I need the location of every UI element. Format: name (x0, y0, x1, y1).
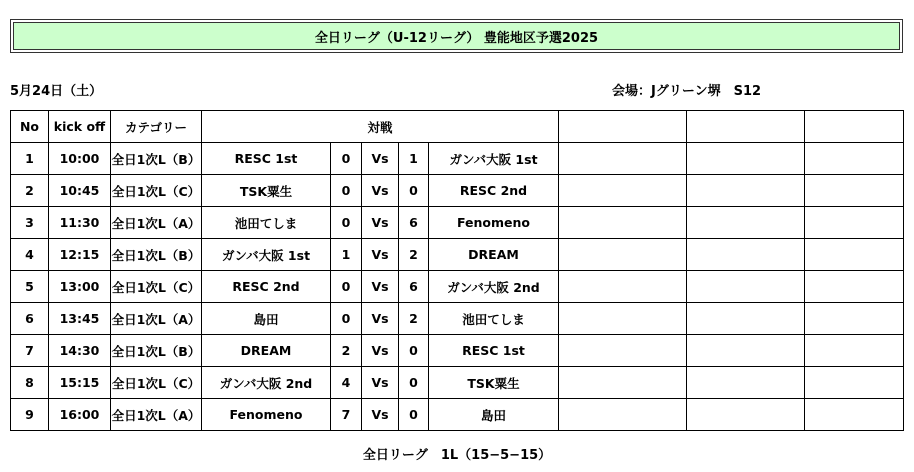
table-row (11, 207, 904, 239)
home-score: 4 (331, 367, 362, 399)
away-team: TSK粟生 (429, 367, 559, 399)
kickoff-time: 15:15 (49, 367, 111, 399)
vs-label: Vs (362, 335, 399, 367)
home-score: 0 (331, 175, 362, 207)
match-no: 8 (11, 367, 49, 399)
empty-cell-2 (687, 143, 805, 175)
away-team: RESC 1st (429, 335, 559, 367)
table-row (11, 143, 904, 175)
category: 全日1次L（C） (111, 271, 202, 303)
header-empty-2 (687, 111, 805, 143)
empty-cell-2 (687, 175, 805, 207)
kickoff-time: 14:30 (49, 335, 111, 367)
table-row (11, 271, 904, 303)
schedule-body (11, 143, 904, 431)
match-no: 1 (11, 143, 49, 175)
empty-cell-3 (805, 143, 904, 175)
home-team: ガンバ大阪 1st (202, 239, 331, 271)
match-no: 5 (11, 271, 49, 303)
table-row (11, 367, 904, 399)
empty-cell-3 (805, 367, 904, 399)
vs-label: Vs (362, 399, 399, 431)
kickoff-time: 16:00 (49, 399, 111, 431)
away-score: 0 (399, 399, 429, 431)
kickoff-time: 13:00 (49, 271, 111, 303)
away-team: RESC 2nd (429, 175, 559, 207)
header-no: No (11, 111, 49, 143)
home-team: 島田 (202, 303, 331, 335)
table-row (11, 335, 904, 367)
category: 全日1次L（A） (111, 207, 202, 239)
header-empty-1 (559, 111, 687, 143)
home-score: 0 (331, 143, 362, 175)
match-no: 6 (11, 303, 49, 335)
match-date: 5月24日（土） (10, 84, 103, 99)
home-team: DREAM (202, 335, 331, 367)
header-match: 対戦 (202, 111, 559, 143)
category: 全日1次L（B） (111, 143, 202, 175)
away-score: 6 (399, 207, 429, 239)
schedule-table (10, 110, 904, 431)
header-category: カテゴリー (111, 111, 202, 143)
category: 全日1次L（B） (111, 335, 202, 367)
home-team: RESC 1st (202, 143, 331, 175)
away-team: Fenomeno (429, 207, 559, 239)
header-kickoff: kick off (49, 111, 111, 143)
kickoff-time: 10:45 (49, 175, 111, 207)
category: 全日1次L（A） (111, 303, 202, 335)
empty-cell-1 (559, 271, 687, 303)
away-team: DREAM (429, 239, 559, 271)
table-row (11, 303, 904, 335)
match-no: 2 (11, 175, 49, 207)
empty-cell-1 (559, 367, 687, 399)
empty-cell-2 (687, 399, 805, 431)
empty-cell-3 (805, 271, 904, 303)
home-team: RESC 2nd (202, 271, 331, 303)
kickoff-time: 10:00 (49, 143, 111, 175)
vs-label: Vs (362, 175, 399, 207)
empty-cell-2 (687, 271, 805, 303)
vs-label: Vs (362, 303, 399, 335)
away-score: 2 (399, 239, 429, 271)
away-team: 池田てしま (429, 303, 559, 335)
home-team: Fenomeno (202, 399, 331, 431)
kickoff-time: 11:30 (49, 207, 111, 239)
home-score: 1 (331, 239, 362, 271)
away-team: 島田 (429, 399, 559, 431)
empty-cell-2 (687, 207, 805, 239)
match-no: 9 (11, 399, 49, 431)
away-score: 0 (399, 335, 429, 367)
empty-cell-1 (559, 143, 687, 175)
header-row (11, 111, 904, 143)
away-score: 2 (399, 303, 429, 335)
empty-cell-1 (559, 207, 687, 239)
vs-label: Vs (362, 367, 399, 399)
empty-cell-2 (687, 239, 805, 271)
away-score: 0 (399, 367, 429, 399)
table-row (11, 175, 904, 207)
empty-cell-1 (559, 239, 687, 271)
match-no: 7 (11, 335, 49, 367)
category: 全日1次L（A） (111, 399, 202, 431)
kickoff-time: 12:15 (49, 239, 111, 271)
category: 全日1次L（C） (111, 367, 202, 399)
home-score: 0 (331, 303, 362, 335)
empty-cell-3 (805, 335, 904, 367)
away-score: 0 (399, 175, 429, 207)
away-score: 6 (399, 271, 429, 303)
home-team: TSK粟生 (202, 175, 331, 207)
vs-label: Vs (362, 143, 399, 175)
home-score: 7 (331, 399, 362, 431)
match-no: 3 (11, 207, 49, 239)
empty-cell-3 (805, 303, 904, 335)
home-team: 池田てしま (202, 207, 331, 239)
away-team: ガンバ大阪 2nd (429, 271, 559, 303)
home-score: 0 (331, 271, 362, 303)
empty-cell-2 (687, 335, 805, 367)
category: 全日1次L（C） (111, 175, 202, 207)
vs-label: Vs (362, 239, 399, 271)
away-score: 1 (399, 143, 429, 175)
table-row (11, 239, 904, 271)
empty-cell-1 (559, 175, 687, 207)
kickoff-time: 13:45 (49, 303, 111, 335)
away-team: ガンバ大阪 1st (429, 143, 559, 175)
empty-cell-1 (559, 335, 687, 367)
page-title: 全日リーグ（U-12リーグ） 豊能地区予選2025 (13, 22, 900, 50)
venue-label: 会場：Jグリーン堺 S12 (612, 84, 762, 99)
header-empty-3 (805, 111, 904, 143)
empty-cell-1 (559, 399, 687, 431)
home-team: ガンバ大阪 2nd (202, 367, 331, 399)
vs-label: Vs (362, 271, 399, 303)
league-format-note: 全日リーグ 1L（15−5−15） (362, 448, 552, 463)
empty-cell-1 (559, 303, 687, 335)
title-frame (10, 19, 903, 53)
category: 全日1次L（B） (111, 239, 202, 271)
empty-cell-3 (805, 399, 904, 431)
empty-cell-3 (805, 175, 904, 207)
table-row (11, 399, 904, 431)
empty-cell-2 (687, 367, 805, 399)
home-score: 2 (331, 335, 362, 367)
home-score: 0 (331, 207, 362, 239)
empty-cell-3 (805, 207, 904, 239)
match-no: 4 (11, 239, 49, 271)
vs-label: Vs (362, 207, 399, 239)
empty-cell-3 (805, 239, 904, 271)
empty-cell-2 (687, 303, 805, 335)
